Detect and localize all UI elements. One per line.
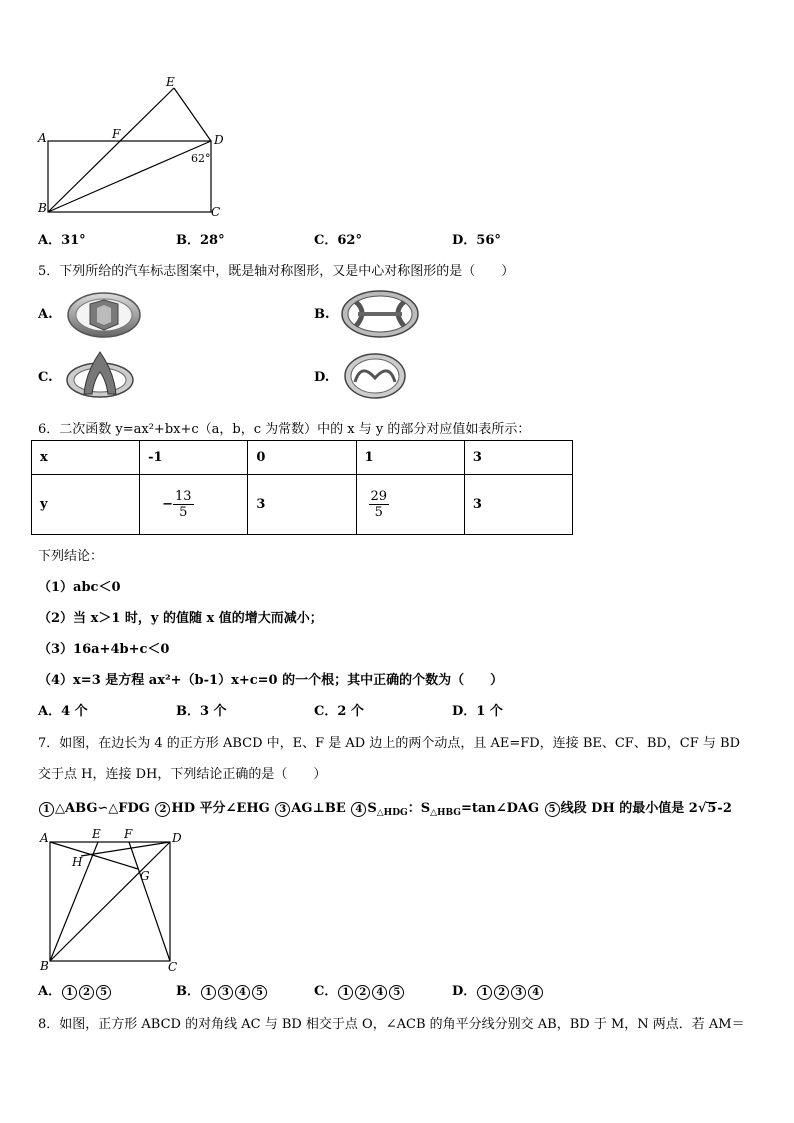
q5-option-d[interactable]: D. bbox=[314, 370, 330, 385]
table-row-y bbox=[32, 475, 573, 535]
q4-option-b[interactable]: B．28° bbox=[176, 233, 225, 248]
conclusion-1: （1）abc＜0 bbox=[38, 580, 121, 595]
circled-3-icon: 3 bbox=[275, 802, 290, 817]
circled-2-icon: 2 bbox=[155, 802, 170, 817]
fraction: $\frac{29}{5}$ bbox=[370, 489, 388, 520]
angle-label: 62° bbox=[191, 152, 211, 165]
q7-figure bbox=[36, 826, 186, 974]
q7-option-a[interactable]: A． 1 2 5 bbox=[38, 980, 112, 1000]
circled-5-icon: 5 bbox=[545, 802, 560, 817]
q7-stem-line2: 交于点 H，连接 DH，下列结论正确的是（ ） bbox=[38, 767, 327, 782]
logo-d-icon bbox=[343, 352, 407, 400]
conclusions-title: 下列结论： bbox=[38, 549, 104, 564]
line-hd bbox=[81, 842, 170, 856]
logo-c-icon bbox=[64, 350, 136, 400]
q5-option-b[interactable]: B. bbox=[314, 307, 330, 322]
table-cell bbox=[140, 475, 248, 535]
circled-1-icon: 1 bbox=[39, 802, 54, 817]
q6-table bbox=[31, 440, 573, 535]
label-b: B bbox=[40, 959, 49, 973]
fraction: $\frac{13}{5}$ bbox=[175, 489, 192, 520]
q4-option-d[interactable]: D．56° bbox=[452, 233, 501, 248]
q7-option-c[interactable]: C． 1 2 4 5 bbox=[314, 980, 405, 1000]
q7-statements: 1 △ABG∽△FDG 2 HD 平分∠EHG 3 AG⊥BE 4 $S_{\triangle HDG}$：$S_{\triangle HBG}=\tan\angle DAG$ 5 线段 DH 的最小值是 2√5-2 bbox=[38, 797, 732, 818]
label-a: A bbox=[38, 131, 47, 145]
logo-a-icon bbox=[66, 290, 142, 340]
table-cell: 3 bbox=[248, 475, 356, 535]
q6-option-a[interactable]: A．4 个 bbox=[38, 704, 88, 719]
q4-option-a[interactable]: A．31° bbox=[38, 233, 86, 248]
logo-b-icon bbox=[340, 288, 420, 340]
label-c: C bbox=[168, 960, 178, 974]
label-f: F bbox=[124, 827, 133, 841]
q7-option-d[interactable]: D． 1 2 3 4 bbox=[452, 980, 544, 1000]
line-be bbox=[48, 88, 174, 212]
table-cell: 3 bbox=[464, 475, 572, 535]
table-cell: 3 bbox=[464, 441, 572, 475]
label-d: D bbox=[172, 831, 182, 845]
label-e: E bbox=[166, 75, 175, 89]
q4-option-c[interactable]: C．62° bbox=[314, 233, 362, 248]
minus-sign: − bbox=[162, 497, 174, 512]
line-bd bbox=[48, 141, 211, 212]
table-cell: 0 bbox=[248, 441, 356, 475]
q7-stem-line1: 7．如图，在边长为 4 的正方形 ABCD 中，E、F 是 AD 边上的两个动点，且 AE=FD，连接 BE、CF、BD，CF 与 BD bbox=[38, 736, 741, 751]
q4-figure bbox=[34, 74, 234, 222]
q6-option-b[interactable]: B．3 个 bbox=[176, 704, 227, 719]
q5-option-c[interactable]: C. bbox=[38, 370, 53, 385]
table-cell: 1 bbox=[356, 441, 464, 475]
table-cell bbox=[356, 475, 464, 535]
label-f: F bbox=[112, 127, 121, 141]
label-g: G bbox=[140, 869, 150, 883]
q6-stem: 6．二次函数 y=ax²+bx+c（a，b，c 为常数）中的 x 与 y 的部分对应值如表所示： bbox=[38, 422, 531, 437]
line-ag bbox=[50, 842, 138, 869]
q6-option-c[interactable]: C．2 个 bbox=[314, 704, 364, 719]
label-a: A bbox=[40, 831, 49, 845]
q6-option-d[interactable]: D．1 个 bbox=[452, 704, 503, 719]
q5-stem: 5．下列所给的汽车标志图案中，既是轴对称图形，又是中心对称图形的是（ ） bbox=[38, 264, 515, 279]
line-cf bbox=[129, 842, 170, 961]
label-d: D bbox=[214, 133, 224, 147]
q7-option-b[interactable]: B． 1 3 4 5 bbox=[176, 980, 268, 1000]
conclusion-3: （3）16a+4b+c＜0 bbox=[38, 642, 170, 657]
q8-stem: 8．如图，正方形 ABCD 的对角线 AC 与 BD 相交于点 O，∠ACB 的角平分线分别交 AB，BD 于 M，N 两点．若 AM＝ bbox=[38, 1017, 745, 1032]
table-cell: -1 bbox=[140, 441, 248, 475]
label-c: C bbox=[211, 205, 221, 219]
label-e: E bbox=[92, 827, 101, 841]
table-cell: y bbox=[32, 475, 140, 535]
label-b: B bbox=[38, 201, 47, 215]
line-ed bbox=[174, 88, 211, 141]
q5-option-a[interactable]: A. bbox=[38, 307, 53, 322]
conclusion-4: （4）x=3 是方程 ax²+（b-1）x+c=0 的一个根；其中正确的个数为（ ） bbox=[38, 673, 504, 688]
table-row-x bbox=[32, 441, 573, 475]
table-cell: x bbox=[32, 441, 140, 475]
circled-4-icon: 4 bbox=[351, 802, 366, 817]
label-h: H bbox=[72, 855, 83, 869]
conclusion-2: （2）当 x＞1 时，y 的值随 x 值的增大而减小； bbox=[38, 611, 323, 626]
